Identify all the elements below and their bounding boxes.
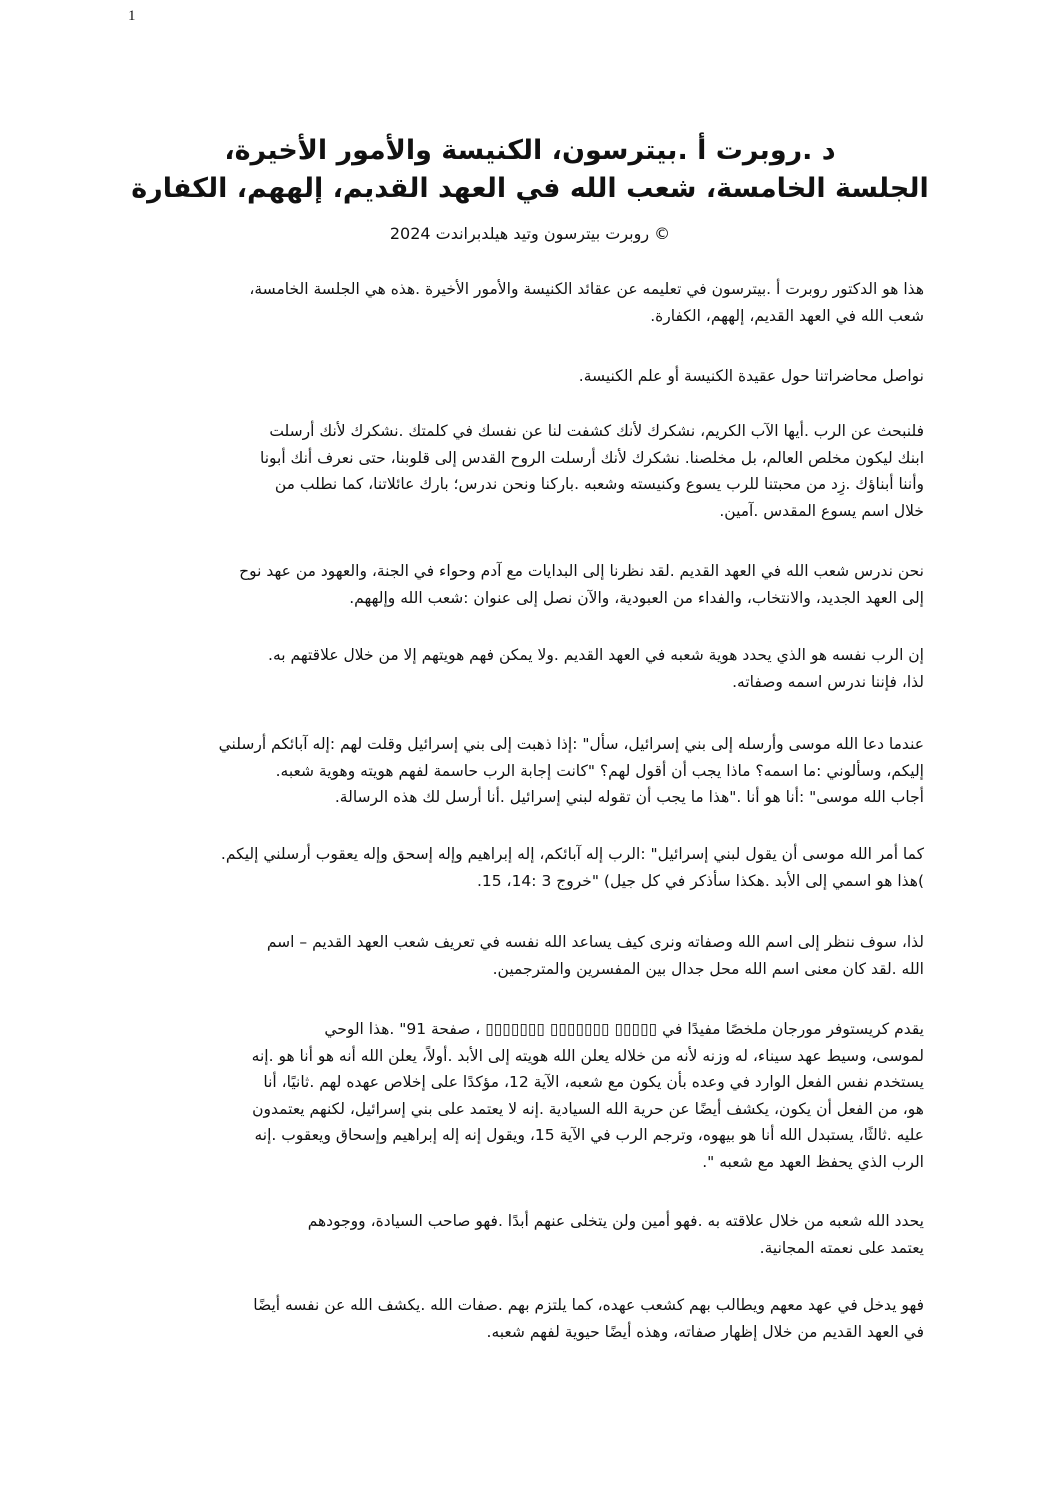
title-line: ،د .روبرت أ .بيترسون، الكنيسة والأمور الأخيرة (224, 135, 836, 166)
body-paragraph (128, 1016, 924, 1176)
paragraph-line: هو، من الفعل أن يكون، يكشف أيضًا عن حرية الله السيادية .إنه لا يعتمد على بني إسرائيل، لكنهم يعتمدون (252, 1099, 924, 1118)
paragraph-line: ،هذا هو الدكتور روبرت أ .بيترسون في تعليمه عن عقائد الكنيسة والأمور الأخيرة .هذه هي الجلسة الخامسة (249, 280, 924, 298)
body-paragraph (128, 363, 924, 390)
body-paragraph (128, 418, 924, 524)
body-paragraph (128, 929, 924, 982)
paragraph-line: فهو يدخل في عهد معهم ويطالب بهم كشعب عهده، كما يلتزم بهم .صفات الله .يكشف الله عن نفسه أيضًا (253, 1296, 924, 1314)
paragraph-line: ابنك ليكون مخلص العالم، بل مخلصنا. نشكرك لأنك أرسلت الروح القدس إلى قلوبنا، حتى نعرف أنك أبونا (259, 448, 924, 467)
paragraph-line: عليه .ثالثًا، يستبدل الله أنا هو بيهوه، وترجم الرب في الآية 15، ويقول إنه إله إبراهيم وإسحاق ويعقوب .إنه (254, 1126, 924, 1145)
paragraph-line: .الله .لقد كان معنى اسم الله محل جدال بين المفسرين والمترجمين (492, 959, 924, 978)
page-number: 1 (128, 8, 136, 24)
body-paragraph (128, 841, 924, 894)
paragraph-line: فلنبحث عن الرب .أيها الآب الكريم، نشكرك لأنك كشفت لنا عن نفسك في كلمتك .نشكرك لأنك أرسلت (269, 422, 924, 440)
paragraph-line: .أجاب الله موسى" :أنا هو أنا ."هذا ما يجب أن تقوله لبني إسرائيل .أنا أرسل لك هذه الرسالة (334, 788, 924, 807)
paragraph-line: يحدد الله شعبه من خلال علاقته به .فهو أمين ولن يتخلى عنهم أبدًا .فهو صاحب السيادة، ووجودهم (307, 1212, 924, 1230)
paragraph-line: يقدم كريستوفر مورجان ملخصًا مفيدًا في ▯▯▯▯▯ ▯▯▯▯▯▯▯ ▯▯▯▯▯▯▯ ، صفحة 91" .هذا الوحي (324, 1020, 924, 1038)
title-line: الجلسة الخامسة، شعب الله في العهد القديم، إلههم، الكفارة (131, 173, 929, 204)
paragraph-line: لموسى، وسيط عهد سيناء، له وزنه لأنه من خلاله يعلن الله هويته إلى الأبد .أولاً، يعلن الله أنه هو أنا هو .إنه (251, 1046, 924, 1065)
paragraph-line: يستخدم نفس الفعل الوارد في وعده بأن يكون مع شعبه، الآية 12، مؤكدًا على إخلاص عهده لهم .ثانيًا، أنا (263, 1073, 924, 1092)
paragraph-line: عندما دعا الله موسى وأرسله إلى بني إسرائيل، سأل" :إذا ذهبت إلى بني إسرائيل وقلت لهم :إله آبائكم أرسلني (218, 735, 924, 753)
paragraph-line: .إن الرب نفسه هو الذي يحدد هوية شعبه في العهد القديم .ولا يمكن فهم هويتهم إلا من خلال علاقتهم به (268, 646, 924, 664)
paragraph-line: .خلال اسم يسوع المقدس .آمين (719, 501, 924, 520)
paragraph-line: وأننا أبناؤك .زِد من محبتنا للرب يسوع وكنيسته وشعبه .باركنا ونحن ندرس؛ بارك عائلاتنا، كما نطلب من (274, 475, 924, 494)
body-paragraph (128, 642, 924, 695)
body-paragraph (128, 731, 924, 811)
paragraph-line: .في العهد القديم من خلال إظهار صفاته، وهذه أيضًا حيوية لفهم شعبه (486, 1322, 924, 1341)
body-paragraph (128, 1292, 924, 1345)
copyright-subtitle: روبرت بيترسون وتيد هيلدبراندت 2024 © (389, 224, 671, 243)
body-paragraph (128, 558, 924, 611)
paragraph-line: .شعب الله في العهد القديم، إلههم، الكفارة (650, 306, 924, 325)
body-paragraph (128, 276, 924, 329)
paragraph-line: .يعتمد على نعمته المجانية (759, 1238, 924, 1257)
body-paragraph (128, 1208, 924, 1261)
paragraph-line: لذا، سوف ننظر إلى اسم الله وصفاته ونرى كيف يساعد الله نفسه في تعريف شعب العهد القديم – اسم (266, 933, 924, 951)
paragraph-line: .لذا، فإننا ندرس اسمه وصفاته (732, 672, 924, 691)
paragraph-line: .كما أمر الله موسى أن يقول لبني إسرائيل" :الرب إله آبائكم، إله إبراهيم وإله إسحق وإله يعقوب أرسلني إليكم (220, 845, 924, 863)
paragraph-line: .نواصل محاضراتنا حول عقيدة الكنيسة أو علم الكنيسة (578, 367, 924, 385)
paragraph-line: .إلى العهد الجديد، والانتخاب، والفداء من العبودية، والآن نصل إلى عنوان :شعب الله وإلههم (349, 588, 924, 607)
paragraph-line: .إليكم، وسألوني :ما اسمه؟ ماذا يجب أن أقول لهم؟ "كانت إجابة الرب حاسمة لفهم هويته وهوية شعبه (275, 761, 924, 780)
paragraph-line: .هذا هو اسمي إلى الأبد .هكذا سأذكر في كل جيل) "خروج 3 :14، 15( (476, 871, 924, 890)
document-title (100, 132, 960, 208)
paragraph-line: ." الرب الذي يحفظ العهد مع شعبه (702, 1152, 924, 1171)
paragraph-line: نحن ندرس شعب الله في العهد القديم .لقد نظرنا إلى البدايات مع آدم وحواء في الجنة، والعهود من عهد نوح (239, 562, 924, 580)
